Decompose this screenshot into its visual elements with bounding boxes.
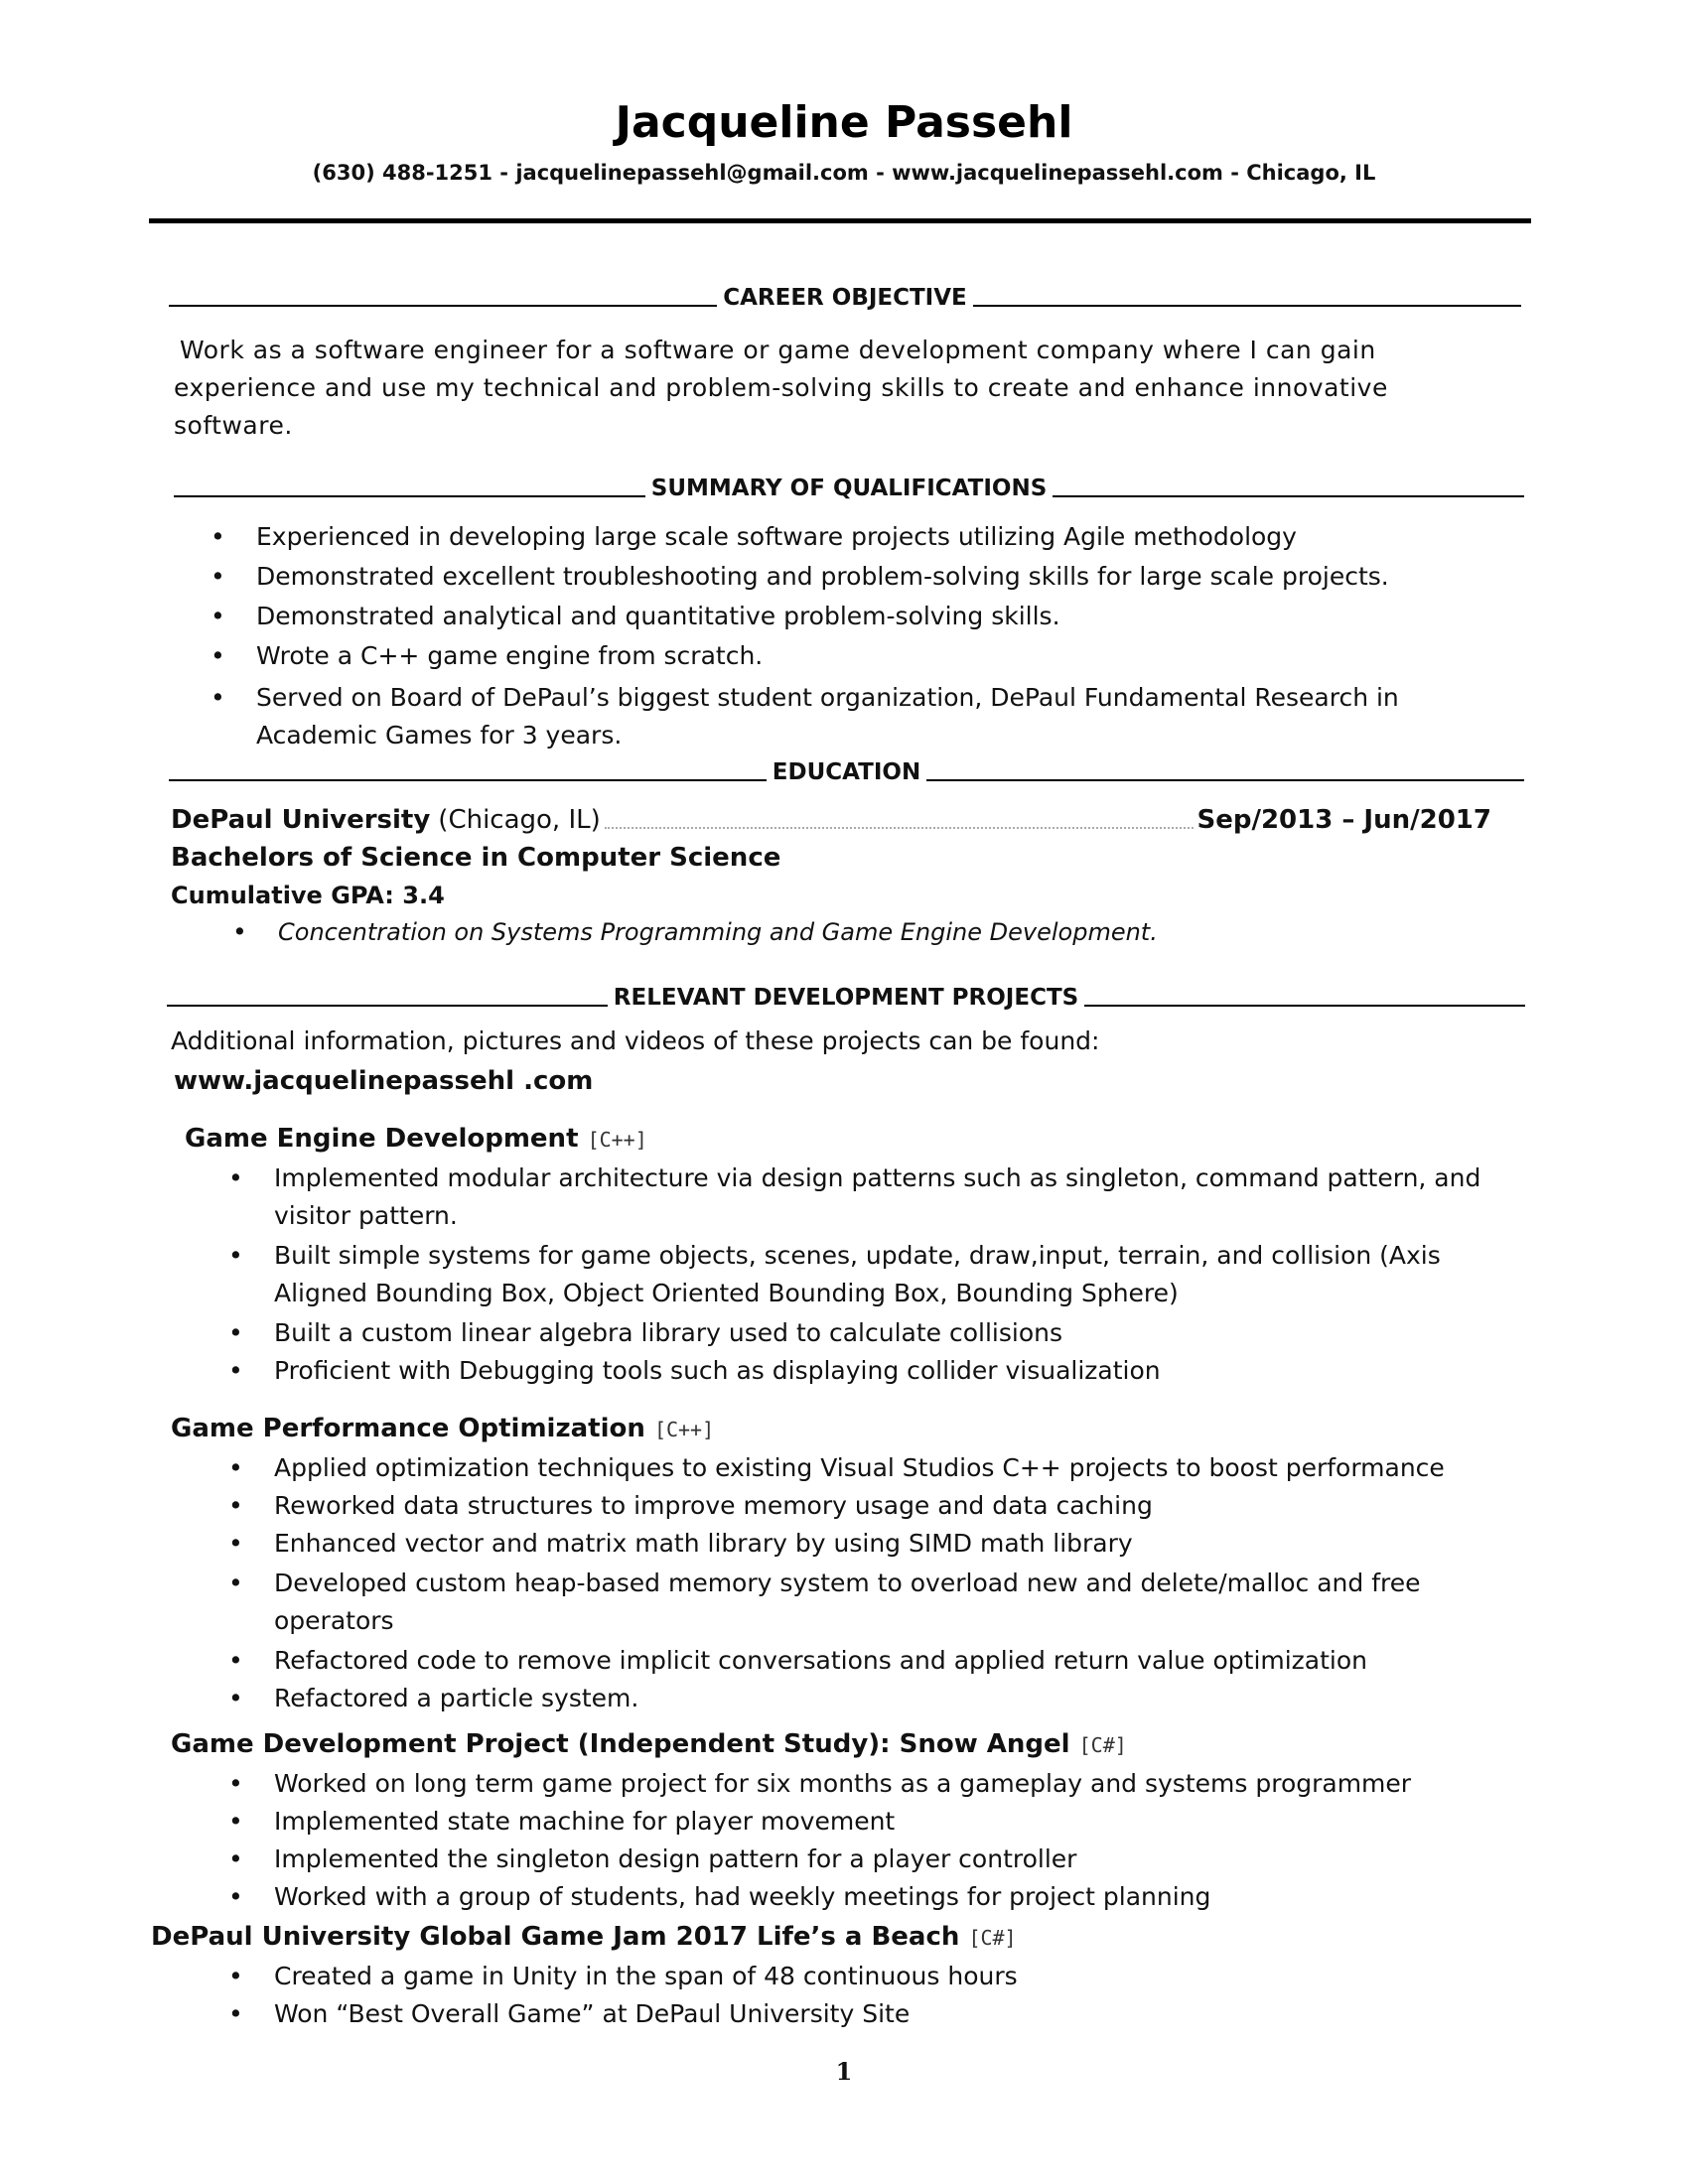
summary-list <box>256 518 1507 754</box>
section-title: CAREER OBJECTIVE <box>723 285 967 311</box>
list-item: • Built simple systems for game objects, scenes, update, draw,input, terrain, and collision (Axis Aligned Bounding Box, Object Oriented Bounding Box, Bounding Sphere) <box>274 1237 1515 1312</box>
project-title: Game Engine Development [C++] <box>185 1124 647 1154</box>
list-item: • Concentration on Systems Programming and Game Engine Development. <box>278 913 1470 951</box>
school-name: DePaul University <box>171 805 431 835</box>
list-item: • Proficient with Debugging tools such as displaying collider visualization <box>274 1352 1515 1390</box>
school-location: (Chicago, IL) <box>438 805 601 835</box>
list-item: • Worked with a group of students, had weekly meetings for project planning <box>274 1878 1515 1916</box>
list-item: • Enhanced vector and matrix math library by using SIMD math library <box>274 1525 1515 1563</box>
section-projects <box>167 986 1525 1010</box>
header-divider <box>149 218 1531 223</box>
list-item: • Worked on long term game project for six months as a gameplay and systems programmer <box>274 1765 1515 1803</box>
education-dates: Sep/2013 – Jun/2017 <box>1196 805 1491 835</box>
contact-line: (630) 488-1251 - jacquelinepassehl@gmail.com - www.jacquelinepassehl.com - Chicago, IL <box>312 161 1376 185</box>
list-item: • Wrote a C++ game engine from scratch. <box>256 637 1507 675</box>
project-title: DePaul University Global Game Jam 2017 Life’s a Beach [C#] <box>151 1922 1017 1952</box>
list-item: • Experienced in developing large scale software projects utilizing Agile methodology <box>256 518 1507 556</box>
section-education <box>169 760 1524 784</box>
list-item: • Demonstrated excellent troubleshooting and problem-solving skills for large scale projects. <box>256 558 1507 596</box>
list-item: • Refactored a particle system. <box>274 1680 1515 1717</box>
project-language: [C++] <box>653 1418 715 1441</box>
list-item: • Created a game in Unity in the span of 48 continuous hours <box>274 1958 1515 1995</box>
list-item: • Implemented state machine for player movement <box>274 1803 1515 1841</box>
section-title: EDUCATION <box>772 759 921 785</box>
career-objective-text: Work as a software engineer for a software or game development company where I can gain experience and use my technical and problem-solving skills to create and enhance innovative software. <box>174 336 1388 440</box>
list-item: • Developed custom heap-based memory system to overload new and delete/malloc and free operators <box>274 1565 1515 1640</box>
list-item: • Served on Board of DePaul’s biggest student organization, DePaul Fundamental Research in Academic Games for 3 years. <box>256 679 1507 754</box>
section-title: RELEVANT DEVELOPMENT PROJECTS <box>613 985 1079 1011</box>
section-career-objective <box>169 286 1521 310</box>
projects-intro: Additional information, pictures and videos of these projects can be found: <box>171 1026 1100 1055</box>
gpa: Cumulative GPA: 3.4 <box>171 882 445 909</box>
project-list <box>274 1958 1515 2033</box>
projects-website-link[interactable]: www.jacquelinepassehl .com <box>174 1066 594 1096</box>
list-item: • Refactored code to remove implicit conversations and applied return value optimization <box>274 1642 1515 1680</box>
project-list <box>274 1449 1515 1717</box>
project-title: Game Development Project (Independent Study): Snow Angel [C#] <box>171 1729 1127 1759</box>
project-list <box>274 1160 1515 1390</box>
list-item: • Implemented the singleton design pattern for a player controller <box>274 1841 1515 1878</box>
section-title: SUMMARY OF QUALIFICATIONS <box>650 476 1048 501</box>
education-list <box>278 913 1470 951</box>
list-item: • Built a custom linear algebra library used to calculate collisions <box>274 1314 1515 1352</box>
project-language: [C++] <box>587 1128 647 1152</box>
page-number: 1 <box>835 2057 853 2086</box>
section-summary <box>174 477 1524 500</box>
degree: Bachelors of Science in Computer Science <box>171 843 781 873</box>
project-title: Game Performance Optimization [C++] <box>171 1414 715 1443</box>
candidate-name: Jacqueline Passehl <box>615 97 1073 148</box>
list-item: • Reworked data structures to improve memory usage and data caching <box>274 1487 1515 1525</box>
project-list <box>274 1765 1515 1916</box>
list-item: • Won “Best Overall Game” at DePaul University Site <box>274 1995 1515 2033</box>
project-language: [C#] <box>968 1926 1017 1950</box>
education-school-row <box>171 802 1491 838</box>
dot-leader <box>605 827 1194 829</box>
list-item: • Implemented modular architecture via design patterns such as singleton, command pattern, and visitor pattern. <box>274 1160 1515 1235</box>
list-item: • Applied optimization techniques to existing Visual Studios C++ projects to boost performance <box>274 1449 1515 1487</box>
list-item: • Demonstrated analytical and quantitative problem-solving skills. <box>256 598 1507 635</box>
project-language: [C#] <box>1078 1733 1127 1757</box>
